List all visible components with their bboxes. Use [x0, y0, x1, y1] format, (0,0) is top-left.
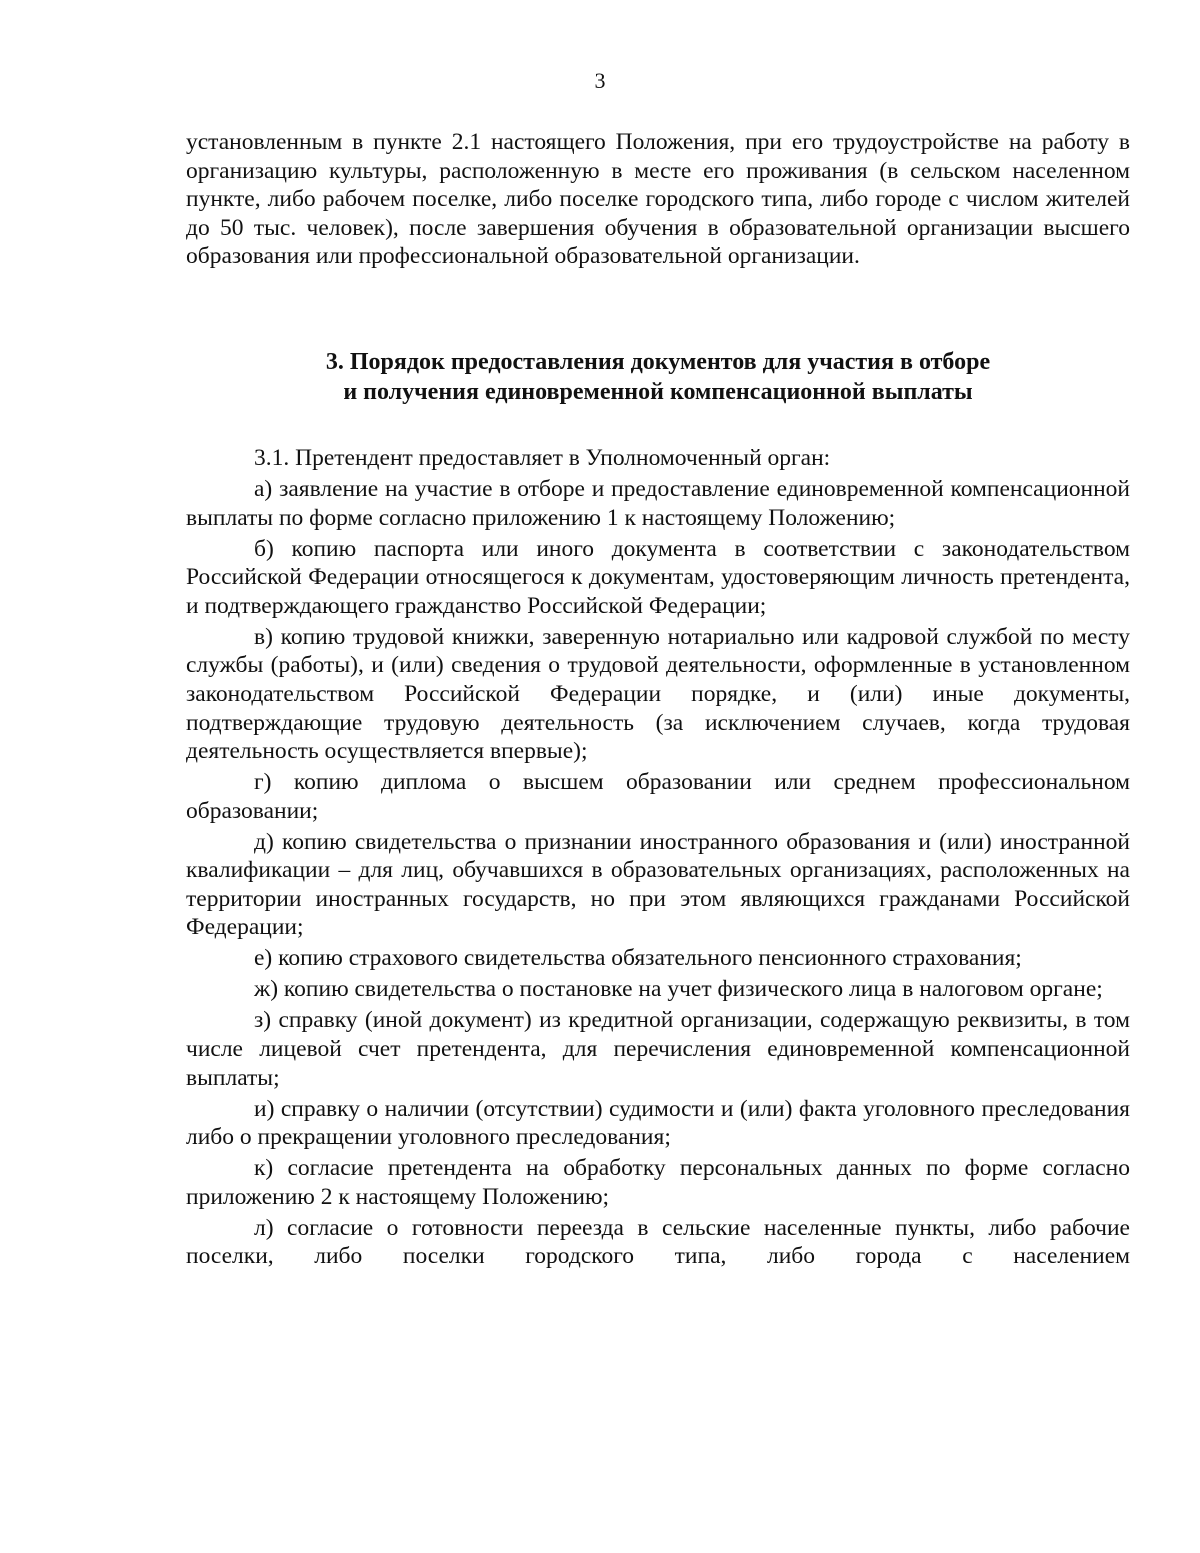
- item-z: з) справку (иной документ) из кредитной организации, содержащую реквизиты, в том числе лицевой счет претендента, для перечисления единовременной компенсационной выплаты;: [186, 1007, 1130, 1091]
- item-a: а) заявление на участие в отборе и предоставление единовременной компенсационной выплаты по форме согласно приложению 1 к настоящему Положению;: [186, 475, 1130, 531]
- item-g: г) копию диплома о высшем образовании или среднем профессиональном образовании;: [186, 769, 1130, 824]
- item-k: к) согласие претендента на обработку персональных данных по форме согласно приложению 2 к настоящему Положению;: [186, 1155, 1130, 1210]
- section-heading: [186, 347, 1130, 407]
- item-zh: ж) копию свидетельства о постановке на учет физического лица в налоговом органе;: [254, 976, 1103, 1003]
- section-heading-line-2: и получения единовременной компенсационной выплаты: [343, 379, 973, 405]
- item-l: л) согласие о готовности переезда в сельские населенные пункты, либо рабочие поселки, либо поселки городского типа, либо города с населением: [186, 1214, 1130, 1270]
- paragraph-3-1: 3.1. Претендент предоставляет в Уполномоченный орган:: [254, 445, 831, 471]
- page-number: 3: [594, 68, 606, 93]
- intro-paragraph: установленным в пункте 2.1 настоящего Положения, при его трудоустройстве на работу в организацию культуры, расположенную в месте его проживания (в сельском населенном пункте, либо рабочем поселке, либо поселке городского типа, либо городе с числом жителей до 50 тыс. человек), после завершения обучения в образовательной организации высшего образования или профессиональной образовательной организации.: [186, 129, 1130, 270]
- section-body: [186, 444, 1130, 1273]
- item-i: и) справку о наличии (отсутствии) судимости и (или) факта уголовного преследования либо о прекращении уголовного преследования;: [186, 1095, 1130, 1151]
- item-b: б) копию паспорта или иного документа в соответствии с законодательством Российской Федерации относящегося к документам, удостоверяющим личность претендента, и подтверждающего гражданство Российской Федерации;: [186, 535, 1130, 619]
- item-d: д) копию свидетельства о признании иностранного образования и (или) иностранной квалификации – для лиц, обучавшихся в образовательных организациях, расположенных на территории иностранных государств, но при этом являющихся гражданами Российской Федерации;: [186, 828, 1130, 941]
- item-e: е) копию страхового свидетельства обязательного пенсионного страхования;: [254, 945, 1022, 972]
- item-v: в) копию трудовой книжки, заверенную нотариально или кадровой службой по месту службы (работы), и (или) сведения о трудовой деятельности, оформленные в установленном законодательством Российской Федерации порядке, и (или) иные документы, подтверждающие трудовую деятельность (за исключением случаев, когда трудовая деятельность осуществляется впервые);: [186, 623, 1130, 765]
- section-heading-line-1: 3. Порядок предоставления документов для участия в отборе: [325, 349, 991, 375]
